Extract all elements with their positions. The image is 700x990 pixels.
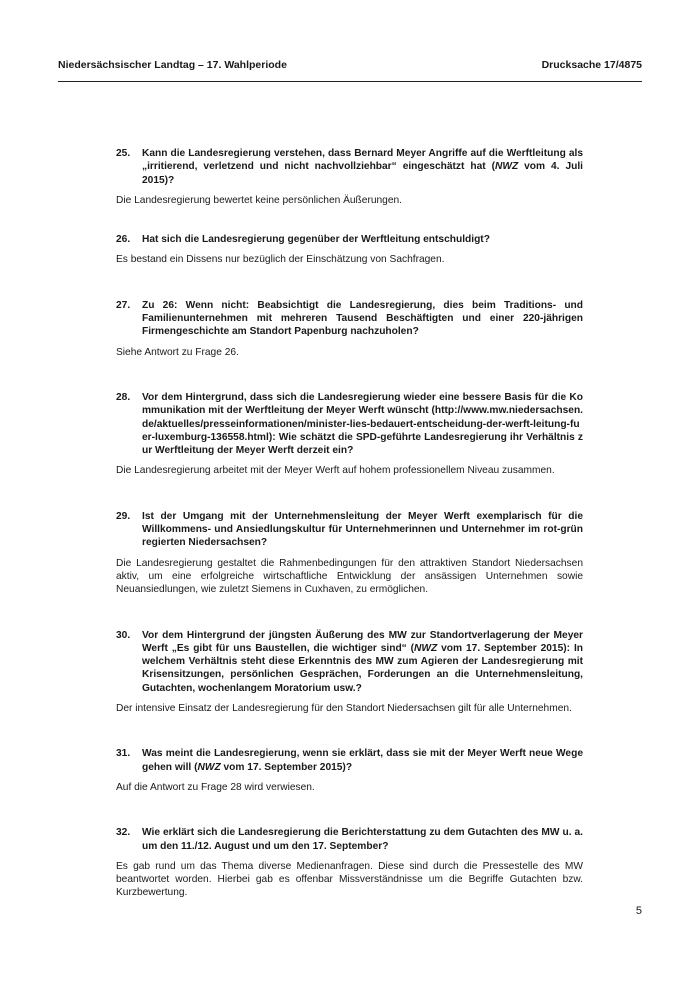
answer-text: Auf die Antwort zu Frage 28 wird verwiesen.	[116, 781, 315, 793]
qa-list	[116, 147, 583, 900]
question-number: 30.	[116, 629, 131, 641]
answer-text: Die Landesregierung gestaltet die Rahmenbedingungen für den attraktiven Standort Niedersachsen aktiv, um eine erfolgreiche wirtschaftliche Entwicklung der ansässigen Unternehmen sowie Neuansiedlungen, wie zuletzt Siemens in Cuxhaven, zu ermöglichen.	[116, 557, 583, 596]
question-text: Was meint die Landesregierung, wenn sie erklärt, dass sie mit der Meyer Werft neue Wege gehen will (NWZ vom 17. September 2015)?	[142, 748, 583, 773]
answer-text: Die Landesregierung arbeitet mit der Meyer Werft auf hohem professionellem Niveau zusammen.	[116, 465, 555, 477]
question	[116, 233, 583, 246]
page-header	[58, 55, 642, 82]
question-number: 32.	[116, 827, 131, 839]
header-document-number: Drucksache 17/4875	[541, 59, 642, 71]
question-block-27	[116, 299, 583, 359]
answer-text: Siehe Antwort zu Frage 26.	[116, 346, 239, 358]
question-block-25	[116, 147, 583, 207]
question-number: 27.	[116, 299, 131, 311]
answer-text: Es gab rund um das Thema diverse Medienanfragen. Diese sind durch die Pressestelle des MW beantwortet worden. Hierbei gab es offenbar Missverständnisse um die Begriffe Gutachten bzw. Kurzbewertung.	[116, 860, 583, 899]
question	[116, 391, 583, 457]
question	[116, 510, 583, 550]
question-block-32	[116, 826, 583, 899]
header-title: Niedersächsischer Landtag – 17. Wahlperiode	[58, 59, 287, 71]
question-text: Vor dem Hintergrund der jüngsten Äußerung des MW zur Standortverlagerung der Meyer Werft „Es gibt für uns Baustellen, die wichtiger sind“ (NWZ vom 17. September 2015): In welchem Verhältnis steht diese Erkenntnis des MW zum Agieren der Landesregierung mit Krisensitzungen, persönlichen Gesprächen, Forderungen an die Unternehmensleitung, Gutachten, wochenlangem Moratorium usw.?	[142, 629, 583, 694]
question-number: 25.	[116, 148, 131, 159]
answer-text: Der intensive Einsatz der Landesregierung für den Standort Niedersachsen gilt für alle Unternehmen.	[116, 703, 572, 715]
question-number: 29.	[116, 510, 131, 522]
question-number: 28.	[116, 391, 131, 403]
question-number: 31.	[116, 748, 131, 760]
question-number: 26.	[116, 234, 131, 246]
answer-text: Es bestand ein Dissens nur bezüglich der Einschätzung von Sachfragen.	[116, 254, 445, 266]
question	[116, 826, 583, 853]
page-number: 5	[635, 905, 642, 917]
question	[116, 299, 583, 339]
question-block-29	[116, 510, 583, 597]
question-text: Kann die Landesregierung verstehen, dass Bernard Meyer Angriffe auf die Werftleitung als „irritierend, verletzend und nicht nachvollziehbar“ eingeschätzt hat (NWZ vom 4. Juli 2015)?	[142, 148, 584, 186]
question	[116, 747, 583, 774]
question-text: Wie erklärt sich die Landesregierung die Berichterstattung zu dem Gutachten des MW u. a. um den 11./12. August und um den 17. September?	[142, 827, 583, 852]
question-text: Zu 26: Wenn nicht: Beabsichtigt die Landesregierung, dies beim Traditions- und Familienunternehmen mit mehreren Tausend Beschäftigten und einer 220-jährigen Firmengeschichte am Standort Papenburg nachzuholen?	[142, 299, 583, 338]
question-block-30	[116, 629, 583, 716]
question	[116, 629, 583, 695]
question-text: Hat sich die Landesregierung gegenüber der Werftleitung entschuldigt?	[142, 234, 490, 246]
question-block-31	[116, 747, 583, 794]
question	[116, 147, 583, 187]
question-block-28	[116, 391, 583, 478]
question-block-26	[116, 233, 583, 267]
answer-text: Die Landesregierung bewertet keine persönlichen Äußerungen.	[116, 194, 403, 206]
question-text: Vor dem Hintergrund, dass sich die Landesregierung wieder eine bessere Basis für die Kommunikation mit der Werftleitung der Meyer Werft wünscht (http://www.mw.niedersachsen.de/aktuelles/presseinformationen/minister-lies-bedauert-entscheidung-der-werft-leitung-fuer-luxemburg-136558.html): Wie schätzt die SPD-geführte Landesregierung ihr Verhältnis zur Werftleitung der Meyer Werft derzeit ein?	[142, 391, 583, 457]
question-text: Ist der Umgang mit der Unternehmensleitung der Meyer Werft exemplarisch für die Willkommens- und Ansiedlungskultur für Unternehmerinnen und Unternehmer im rot-grün regierten Niedersachsen?	[142, 510, 583, 549]
